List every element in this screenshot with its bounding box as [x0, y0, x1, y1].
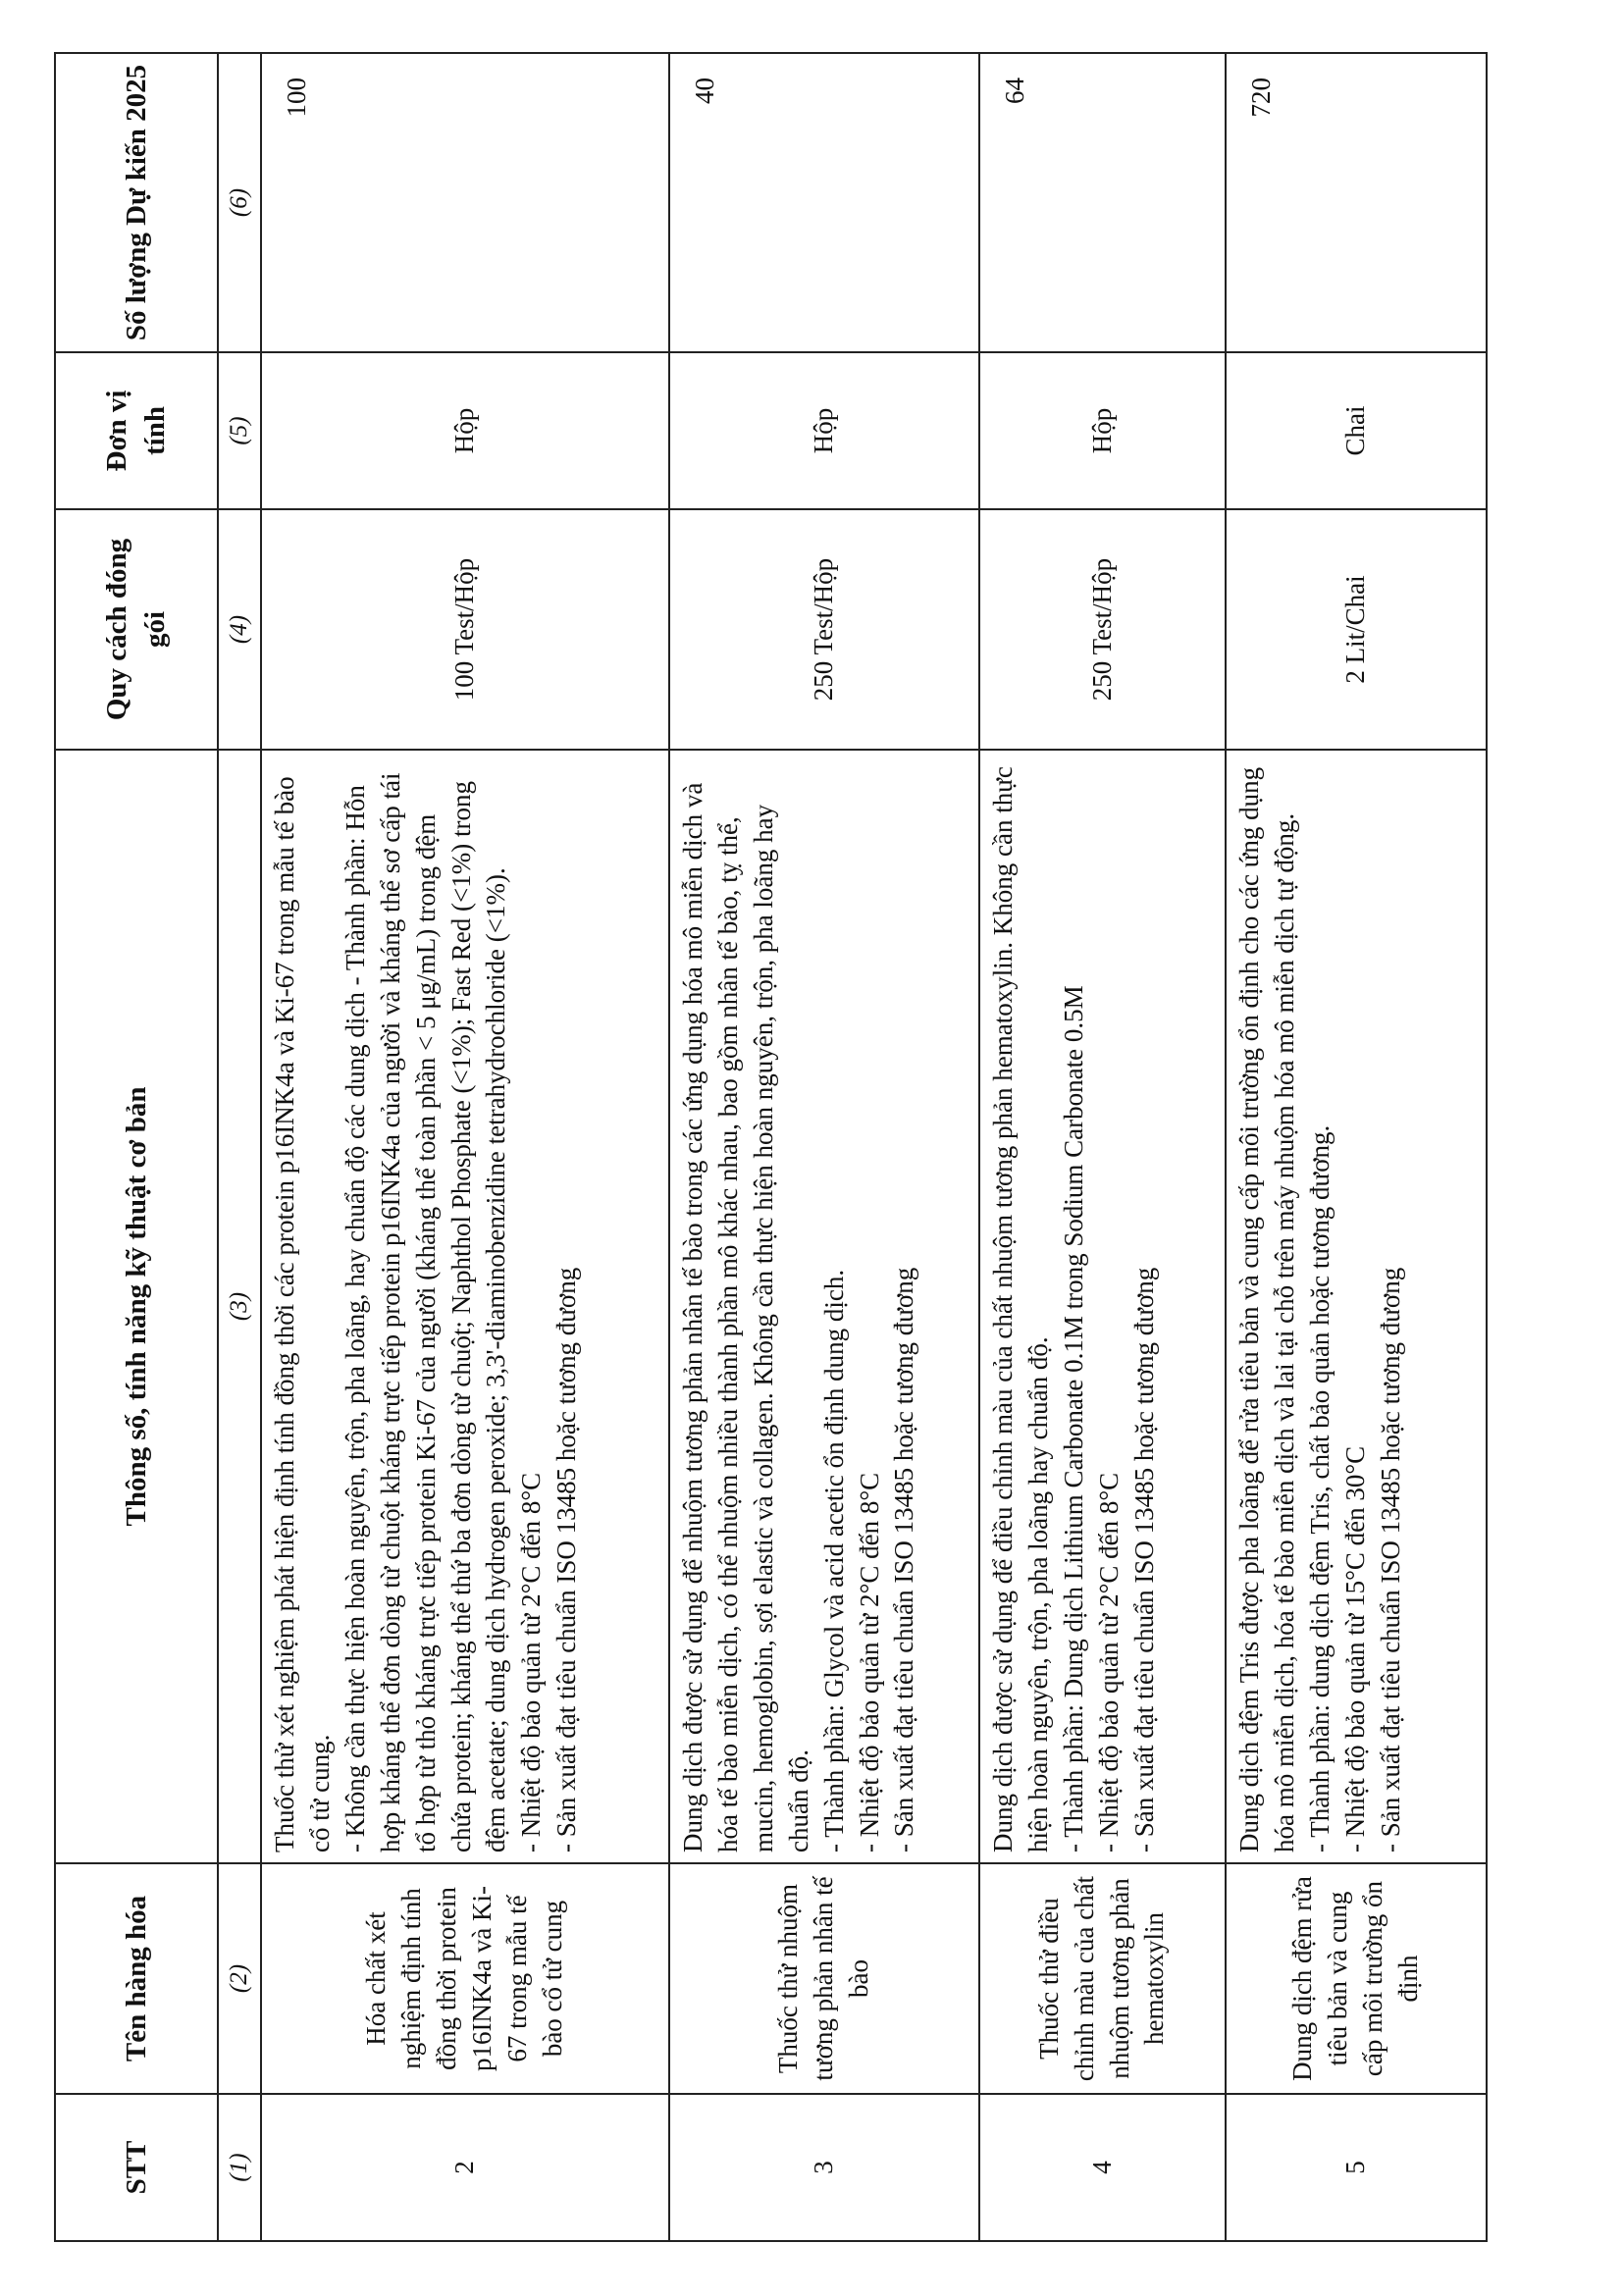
spec-line: - Sản xuất đạt tiêu chuẩn ISO 13485 hoặc tương đương [551, 1267, 582, 1852]
spec-line: - Nhiệt độ bảo quản từ 2°C đến 8°C [1093, 1472, 1124, 1852]
pack-cell: 250 Test/Hộp [669, 509, 979, 750]
name-cell: Thuốc thử điều chỉnh màu của chất nhuộm tương phản hematoxylin [979, 1863, 1226, 2094]
index-cell: (2) [218, 1863, 261, 2094]
unit-cell: Hộp [669, 352, 979, 509]
unit-cell: Hộp [979, 352, 1226, 509]
spec-line: - Nhiệt độ bảo quản từ 15°C đến 30°C [1339, 1445, 1370, 1852]
qty-cell: 720 [1226, 53, 1487, 352]
header-unit: Đơn vị tính [55, 352, 218, 509]
qty-cell: 100 [261, 53, 669, 352]
pack-cell: 250 Test/Hộp [979, 509, 1226, 750]
spec-line: Dung dịch đệm Tris được pha loãng để rửa tiêu bản và cung cấp môi trường ổn định cho các ứng dụng hóa mô miễn dịch, hóa tế bào miễn dịch và lai tại chỗ trên máy nhuộm hóa mô miễn dịch tự động. [1234, 766, 1299, 1852]
spec-line: Dung dịch được sử dụng để điều chỉnh màu của chất nhuộm tương phản hematoxylin. Không cần thực hiện hoàn nguyên, trộn, pha loãng hay chuẩn độ. [988, 766, 1053, 1852]
index-cell: (5) [218, 352, 261, 509]
spec-line: - Thành phần: dung dịch đệm Tris, chất bảo quản hoặc tương đương. [1304, 1124, 1335, 1852]
spec-cell [669, 750, 979, 1863]
pack-cell: 2 Lit/Chai [1226, 509, 1487, 750]
name-cell: Hóa chất xét nghiệm định tính đồng thời protein p16INK4a và Ki-67 trong mẫu tế bào cổ tử cung [261, 1863, 669, 2094]
index-cell: (3) [218, 750, 261, 1863]
header-qty: Số lượng Dự kiến 2025 [55, 53, 218, 352]
stt-cell: 2 [261, 2094, 669, 2241]
spec-line: Thuốc thử xét nghiệm phát hiện định tính đồng thời các protein p16INK4a và Ki-67 trong mẫu tế bào cổ tử cung. [270, 776, 335, 1852]
index-cell: (1) [218, 2094, 261, 2241]
spec-line: - Nhiệt độ bảo quản từ 2°C đến 8°C [516, 1472, 547, 1852]
spec-line: - Sản xuất đạt tiêu chuẩn ISO 13485 hoặc tương đương [889, 1267, 919, 1852]
table-row [979, 53, 1226, 2241]
header-name: Tên hàng hóa [55, 1863, 218, 2094]
header-spec: Thông số, tính năng kỹ thuật cơ bản [55, 750, 218, 1863]
table-row [1226, 53, 1487, 2241]
spec-line: - Sản xuất đạt tiêu chuẩn ISO 13485 hoặc tương đương [1375, 1267, 1405, 1852]
spec-line: - Sản xuất đạt tiêu chuẩn ISO 13485 hoặc tương đương [1128, 1267, 1159, 1852]
table-row [669, 53, 979, 2241]
index-cell: (6) [218, 53, 261, 352]
header-pack: Quy cách đóng gói [55, 509, 218, 750]
goods-table [54, 52, 1488, 2242]
qty-cell: 40 [669, 53, 979, 352]
index-cell: (4) [218, 509, 261, 750]
stt-cell: 4 [979, 2094, 1226, 2241]
spec-cell [979, 750, 1226, 1863]
spec-line: - Không cần thực hiện hoàn nguyên, trộn, pha loãng, hay chuẩn độ các dung dịch - Thành phần: Hỗn hợp kháng thể đơn dòng từ chuột kháng trực tiếp protein p16INK4a của người và kháng thể sơ cấp tái tổ hợp từ thỏ kháng trực tiếp protein Ki-67 của người (kháng thể toàn phần < 5 μg/mL) trong đệm chứa protein; kháng thể thứ ba đơn dòng từ chuột; Naphthol Phosphate (<1%); Fast Red (<1%) trong đệm acetate; dung dịch hydrogen peroxide; 3,3'-diaminobenzidine tetrahydrochloride (<1%). [340, 772, 511, 1852]
qty-cell: 64 [979, 53, 1226, 352]
pack-cell: 100 Test/Hộp [261, 509, 669, 750]
unit-cell: Hộp [261, 352, 669, 509]
unit-cell: Chai [1226, 352, 1487, 509]
spec-cell [261, 750, 669, 1863]
stt-cell: 3 [669, 2094, 979, 2241]
index-row [218, 53, 261, 2241]
rotated-page [54, 54, 1438, 2242]
spec-cell [1226, 750, 1487, 1863]
name-cell: Dung dịch đệm rửa tiêu bản và cung cấp môi trường ổn định [1226, 1863, 1487, 2094]
stt-cell: 5 [1226, 2094, 1487, 2241]
spec-line: Dung dịch được sử dụng để nhuộm tương phản nhân tế bào trong các ứng dụng hóa mô miễn dịch và hóa tế bào miễn dịch, có thể nhuộm nhiều thành phần mô khác nhau, bao gồm nhân tế bào, tỵ thể, mucin, hemoglobin, sợi elastic và collagen. Không cần thực hiện hoàn nguyên, trộn, pha loãng hay chuẩn độ. [678, 782, 813, 1852]
name-cell: Thuốc thử nhuộm tương phản nhân tế bào [669, 1863, 979, 2094]
table-row [261, 53, 669, 2241]
spec-line: - Thành phần: Glycol và acid acetic ổn định dung dịch. [818, 1269, 849, 1852]
header-row [55, 53, 218, 2241]
spec-line: - Nhiệt độ bảo quản từ 2°C đến 8°C [854, 1472, 884, 1852]
header-stt: STT [55, 2094, 218, 2241]
spec-line: - Thành phần: Dung dịch Lithium Carbonate 0.1M trong Sodium Carbonate 0.5M [1058, 985, 1088, 1852]
